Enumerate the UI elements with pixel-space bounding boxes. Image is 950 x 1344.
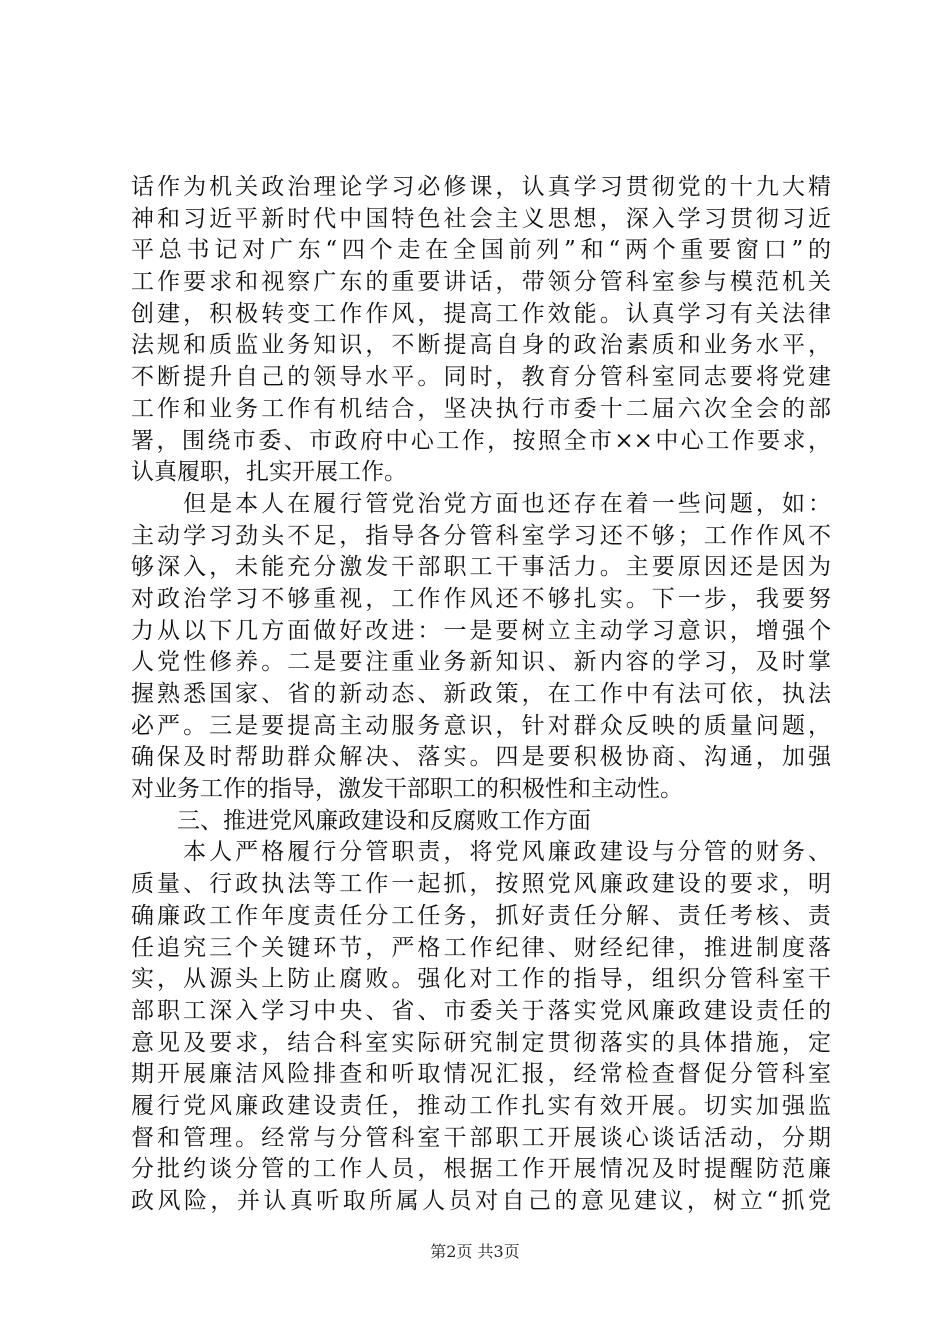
text-line: 神和习近平新时代中国特色社会主义思想，深入学习贯彻习近 [131, 205, 831, 232]
text-line: 实，从源头上防止腐败。强化对工作的指导，组织分管科室干 [131, 966, 831, 993]
text-line: 平总书记对广东“四个走在全国前列”和“两个重要窗口”的 [131, 237, 831, 264]
text-line: 督和管理。经常与分管科室干部职工开展谈心谈话活动，分期 [131, 1124, 831, 1151]
text-line: 意见及要求，结合科室实际研究制定贯彻落实的具体措施，定 [131, 1029, 831, 1056]
text-line: 不断提升自己的领导水平。同时，教育分管科室同志要将党建 [131, 364, 831, 391]
text-line: 任追究三个关键环节，严格工作纪律、财经纪律，推进制度落 [131, 934, 831, 961]
text-line: 工作要求和视察广东的重要讲话，带领分管科室参与模范机关 [131, 269, 831, 296]
text-line: 握熟悉国家、省的新动态、新政策，在工作中有法可依，执法 [131, 681, 831, 707]
text-line: 部职工深入学习中央、省、市委关于落实党风廉政建设责任的 [131, 997, 831, 1024]
section-heading: 三、推进党风廉政建设和反腐败工作方面 [131, 807, 591, 834]
text-line: 够深入，未能充分激发干部职工干事活力。主要原因还是因为 [131, 554, 831, 581]
text-line: 创建，积极转变工作作风，提高工作效能。认真学习有关法律 [131, 300, 831, 327]
text-line: 但是本人在履行管党治党方面也还存在着一些问题，如： [131, 490, 831, 517]
text-line: 对业务工作的指导，激发干部职工的积极性和主动性。 [131, 776, 683, 803]
text-line: 履行党风廉政建设责任，推动工作扎实有效开展。切实加强监 [131, 1092, 831, 1119]
text-line: 工作和业务工作有机结合，坚决执行市委十二届六次全会的部 [131, 395, 831, 422]
text-line: 法规和质监业务知识，不断提高自身的政治素质和业务水平， [131, 332, 831, 359]
text-line: 对政治学习不够重视，工作作风还不够扎实。下一步，我要努 [131, 585, 831, 612]
text-line: 力从以下几方面做好改进：一是要树立主动学习意识，增强个 [131, 617, 831, 644]
text-line: 人党性修养。二是要注重业务新知识、新内容的学习，及时掌 [131, 649, 831, 676]
document-body [131, 172, 831, 1218]
text-line: 质量、行政执法等工作一起抓，按照党风廉政建设的要求，明 [131, 871, 831, 898]
text-line: 政风险，并认真听取所属人员对自己的意见建议，树立“抓党 [131, 1188, 831, 1214]
text-line: 署，围绕市委、市政府中心工作，按照全市××中心工作要求， [131, 427, 831, 454]
text-line: 期开展廉洁风险排查和听取情况汇报，经常检查督促分管科室 [131, 1061, 831, 1088]
text-line: 确廉政工作年度责任分工任务，抓好责任分解、责任考核、责 [131, 902, 831, 929]
text-line: 认真履职，扎实开展工作。 [131, 459, 407, 486]
page-number-footer: 第2页 共3页 [430, 1242, 520, 1261]
text-line: 主动学习劲头不足，指导各分管科室学习还不够；工作作风不 [131, 522, 831, 549]
text-line: 分批约谈分管的工作人员，根据工作开展情况及时提醒防范廉 [131, 1156, 831, 1183]
text-line: 确保及时帮助群众解决、落实。四是要积极协商、沟通，加强 [131, 744, 831, 771]
text-line: 本人严格履行分管职责，将党风廉政建设与分管的财务、 [131, 839, 831, 866]
text-line: 话作为机关政治理论学习必修课，认真学习贯彻党的十九大精 [131, 174, 831, 200]
text-line: 必严。三是要提高主动服务意识，针对群众反映的质量问题， [131, 712, 831, 739]
